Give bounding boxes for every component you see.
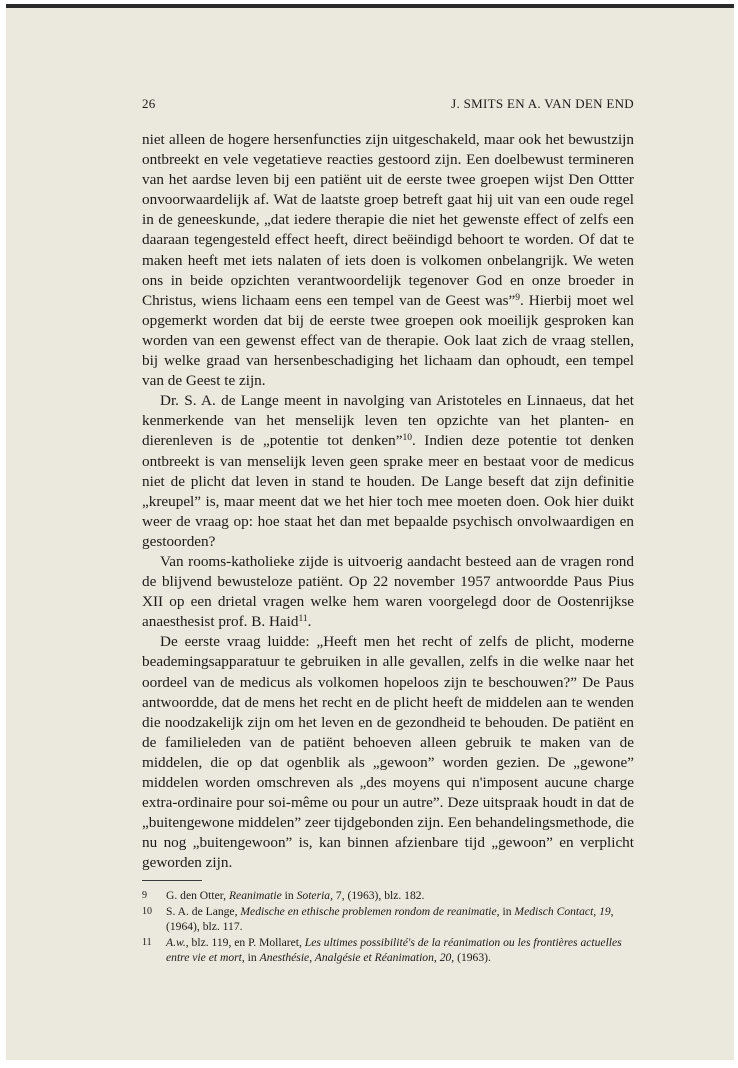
paragraph: niet alleen de hogere hersenfuncties zijn uitgeschakeld, maar ook het bewustzijn ontbreekt en vele vegetatieve reacties gestoord zijn. Een doelbewust termineren van het aardse leven bij een patiënt uit de eerste twee groepen wijst Den Ottter onvoorwaardelijk af. Wat de laatste groep betreft gaat hij uit van een oude regel in de geneeskunde, „dat iedere therapie die niet het gewenste effect of zelfs een daaraan tegengesteld effect heeft, direct beëindigd behoort te worden. Of dat te maken heeft met iets nalaten of iets doen is volkomen onbelangrijk. We weten ons in beide opzichten verantwoordelijk tegenover God en onze broeder in Christus, wiens lichaam eens een tempel van de Geest was”$^9$. Hierbij moet wel opgemerkt worden dat bij de eerste twee groepen ook moeilijk gesproken kan worden van een gewenst effect van de therapie. Ook laat zich de vraag stellen, bij welke graad van hersenbeschadiging het lichaam dan ophoudt, een tempel van de Geest te zijn. (142, 131, 634, 390)
footnote: 9 G. den Otter, Reanimatie in Soteria, 7, (1963), blz. 182. (142, 889, 425, 902)
paragraph: Van rooms-katholieke zijde is uitvoerig aandacht besteed aan de vragen rond de blijvend bewusteloze patiënt. Op 22 november 1957 antwoordde Paus Pius XII op een drietal vragen welke hem waren voorgelegd door de Oostenrijkse anaesthesist prof. B. Haid$^{11}$. (142, 552, 634, 631)
footnote-ref: 11 (298, 614, 308, 625)
body-text (142, 130, 634, 873)
book-page (6, 4, 734, 1060)
paragraph: Dr. S. A. de Lange meent in navolging van Aristoteles en Linnaeus, dat het kenmerkende van het menselijk leven ten opzichte van het planten- en dierenleven is de „potentie tot denken”$^{10}$. Indien deze potentie tot denken ontbreekt is van menselijk leven geen sprake meer en bestaat voor de medicus niet de plicht dat leven in stand te houden. De Lange beseft dat zijn definitie „kreupel” is, maar meent dat we het hier toch mee moeten doen. Ook hier duikt weer de vraag op: hoe staat het dan met bepaalde psychisch onvolwaardigen en gestoorden? (142, 392, 634, 550)
paragraph: De eerste vraag luidde: „Heeft men het recht of zelfs de plicht, moderne beademingsapparatuur te gebruiken in alle gevallen, zelfs in die welke naar het oordeel van de medicus als volkomen hopeloos zijn te beschouwen?” De Paus antwoordde, dat de mens het recht en de plicht heeft de middelen aan te wenden die noodzakelijk zijn om het leven en de gezondheid te behouden. De patiënt en de familieleden van de patiënt behoeven alleen gebruik te maken van de middelen, die op dat ogenblik als „gewoon” worden gezien. De „gewone” middelen worden omschreven als „des moyens qui n'imposent aucune charge extra-ordinaire pour soi-même ou pour un autre”. Deze uitspraak houdt in dat de „buitengewone middelen” zeer tijdgebonden zijn. Een behandelingsmethode, die nu nog „buitengewoon” is, kan binnen afzienbare tijd „gewoon” en verplicht geworden zijn. (142, 633, 634, 872)
footnotes (142, 888, 634, 966)
page-number: 26 (142, 96, 156, 111)
footnote-ref: 9 (515, 292, 520, 303)
footnote-ref: 10 (402, 433, 412, 444)
footnote-divider (142, 880, 202, 881)
running-title: J. SMITS EN A. VAN DEN END (451, 96, 634, 111)
footnote: 11 A.w., blz. 119, en P. Mollaret, Les ultimes possibilité's de la réanimation ou les frontières actuelles entre vie et mort, in Anesthésie, Analgésie et Réanimation, 20, (1963). (142, 935, 622, 964)
footnote: 10 S. A. de Lange, Medische en ethische problemen rondom de reanimatie, in Medisch Contact, 19, (1964), blz. 117. (142, 904, 614, 933)
